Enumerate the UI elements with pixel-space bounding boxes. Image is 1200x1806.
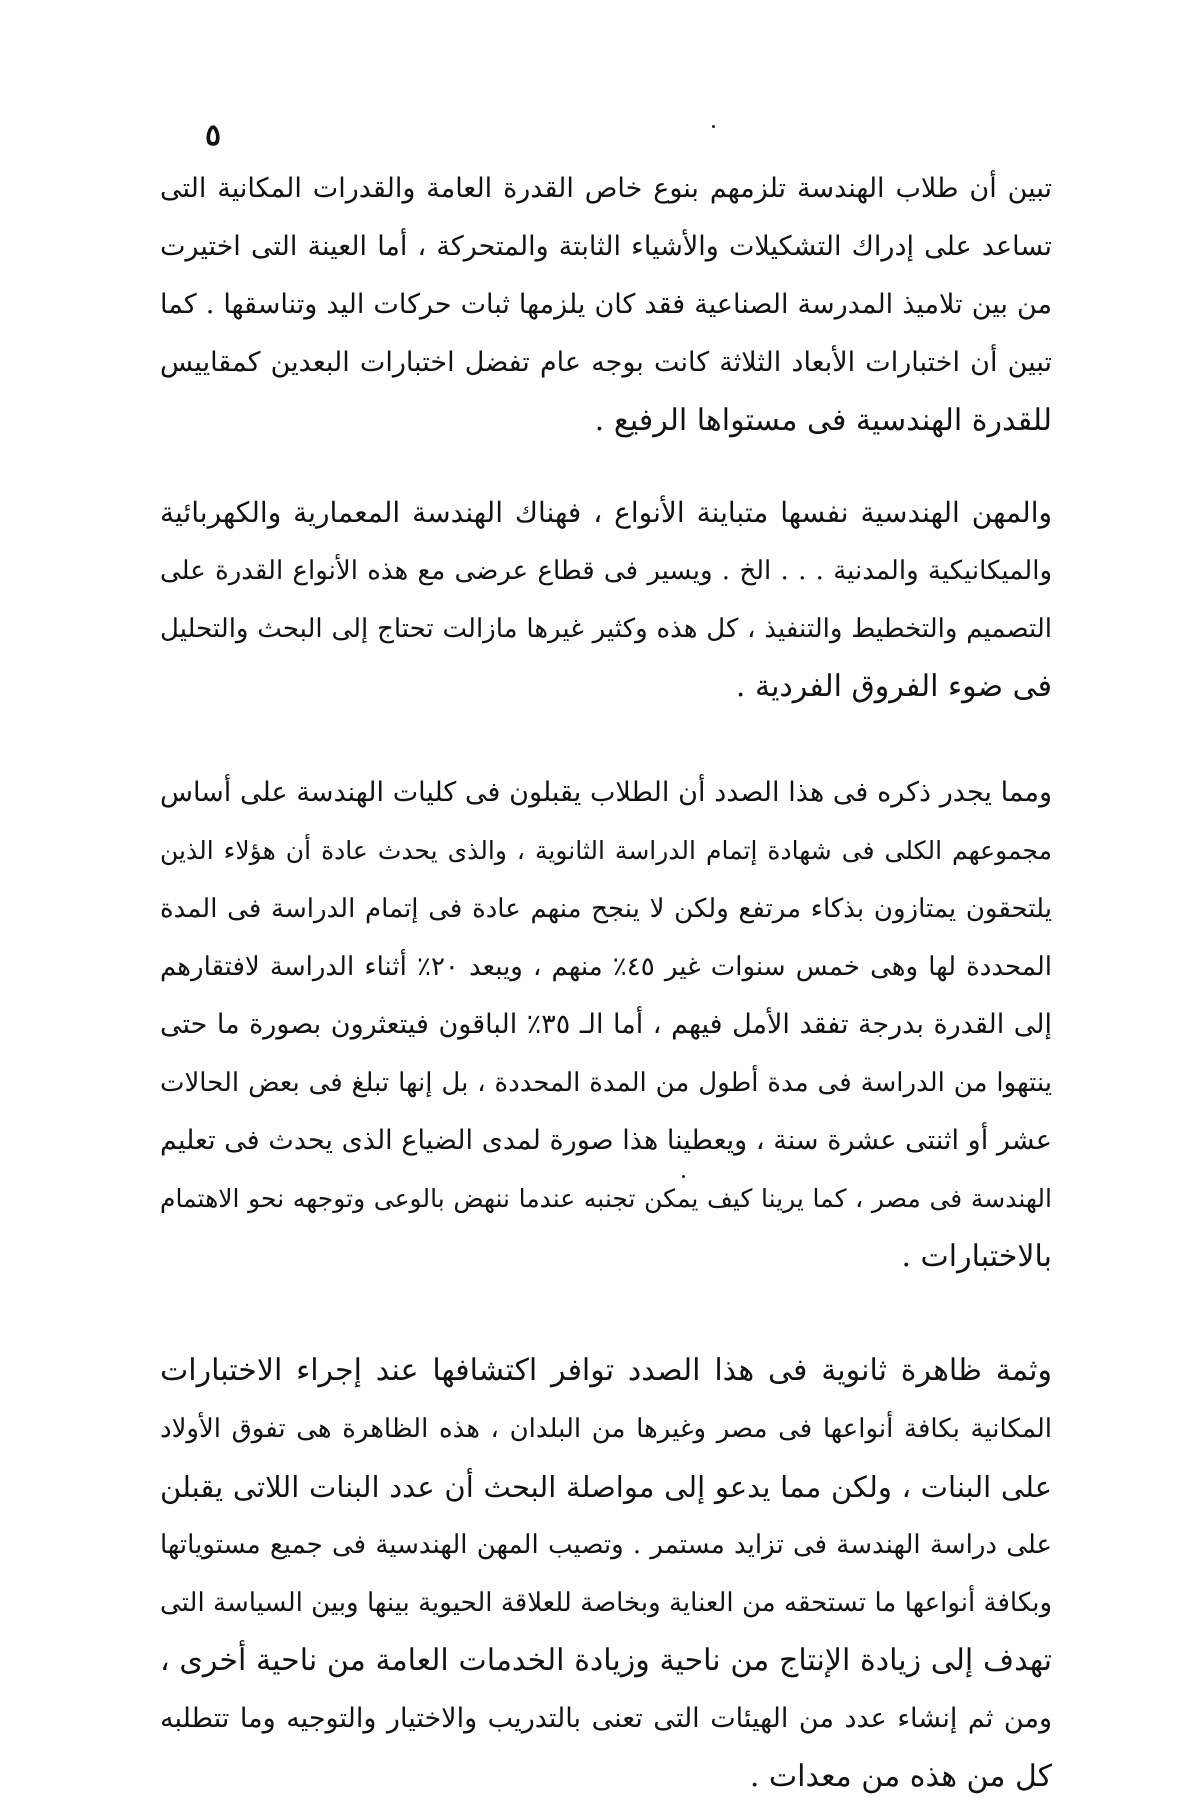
text-line: للقدرة الهندسية فى مستواها الرفيع . <box>594 403 1052 438</box>
text-line: والمهن الهندسية نفسها متباينة الأنواع ، فهناك الهندسة المعمارية والكهربائية <box>160 496 1052 529</box>
page-number: ٥ <box>205 118 222 153</box>
text-line: يلتحقون يمتازون بذكاء مرتفع ولكن لا ينجح منهم عادة فى إتمام الدراسة فى المدة <box>160 894 1052 924</box>
text-line: من بين تلاميذ المدرسة الصناعية فقد كان يلزمها ثبات حركات اليد وتناسقها . كما <box>160 289 1052 320</box>
text-line: تبين أن طلاب الهندسة تلزمهم بنوع خاص القدرة العامة والقدرات المكانية التى <box>160 173 1052 204</box>
text-line: إلى القدرة بدرجة تفقد الأمل فيهم ، أما الـ ٣٥٪ الباقون فيتعثرون بصورة ما حتى <box>160 1009 1052 1040</box>
text-line: عشر أو اثنتى عشرة سنة ، ويعطينا هذا صورة لمدى الضياع الذى يحدث فى تعليم <box>160 1125 1052 1156</box>
paragraph-2 <box>160 484 1052 716</box>
text-line: تبين أن اختبارات الأبعاد الثلاثة كانت بوجه عام تفضل اختبارات البعدين كمقاييس <box>160 347 1052 378</box>
text-line: ومما يجدر ذكره فى هذا الصدد أن الطلاب يقبلون فى كليات الهندسة على أساس <box>160 777 1052 808</box>
text-line: على البنات ، ولكن مما يدعو إلى مواصلة البحث أن عدد البنات اللاتى يقبلن <box>160 1470 1052 1504</box>
ink-speck <box>712 125 715 128</box>
text-line: ينتهوا من الدراسة فى مدة أطول من المدة المحددة ، بل إنها تبلغ فى بعض الحالات <box>160 1068 1052 1098</box>
text-line: المحددة لها وهى خمس سنوات غير ٤٥٪ منهم ، ويبعد ٢٠٪ أثناء الدراسة لافتقارهم <box>160 952 1052 982</box>
text-line: الهندسة فى مصر ، كما يرينا كيف يمكن تجنبه عندما ننهض بالوعى وتوجهه نحو الاهتمام <box>160 1184 1052 1213</box>
text-line: فى ضوء الفروق الفردية . <box>735 669 1052 704</box>
body-text <box>160 160 1052 1806</box>
text-line: ومن ثم إنشاء عدد من الهيئات التى تعنى بالتدريب والاختيار والتوجيه وما تتطلبه <box>160 1703 1052 1734</box>
text-line: على دراسة الهندسة فى تزايد مستمر . وتصيب المهن الهندسية فى جميع مستوياتها <box>160 1530 1052 1560</box>
text-line: المكانية بكافة أنواعها فى مصر وغيرها من البلدان ، هذه الظاهرة هى تفوق الأولاد <box>160 1414 1052 1444</box>
paragraph-1 <box>160 160 1052 450</box>
paragraph-3 <box>160 764 1052 1286</box>
text-line: كل من هذه من معدات . <box>749 1759 1052 1794</box>
text-line: تساعد على إدراك التشكيلات والأشياء الثابتة والمتحركة ، أما العينة التى اختيرت <box>160 231 1052 262</box>
text-line: والميكانيكية والمدنية . . . الخ . ويسير فى قطاع عرضى مع هذه الأنواع القدرة على <box>160 556 1052 586</box>
text-line: بالاختبارات . <box>901 1239 1052 1274</box>
text-line: وثمة ظاهرة ثانوية فى هذا الصدد توافر اكتشافها عند إجراء الاختبارات <box>160 1353 1052 1388</box>
paragraph-4 <box>160 1342 1052 1806</box>
text-line: التصميم والتخطيط والتنفيذ ، كل هذه وكثير غيرها مازالت تحتاج إلى البحث والتحليل <box>160 614 1052 644</box>
text-line: مجموعهم الكلى فى شهادة إتمام الدراسة الثانوية ، والذى يحدث عادة أن هؤلاء الذين <box>160 836 1052 865</box>
text-line: وبكافة أنواعها ما تستحقه من العناية وبخاصة للعلاقة الحيوية بينها وبين السياسة التى <box>160 1588 1052 1618</box>
text-line: تهدف إلى زيادة الإنتاج من ناحية وزيادة الخدمات العامة من ناحية أخرى ، <box>160 1643 1052 1678</box>
